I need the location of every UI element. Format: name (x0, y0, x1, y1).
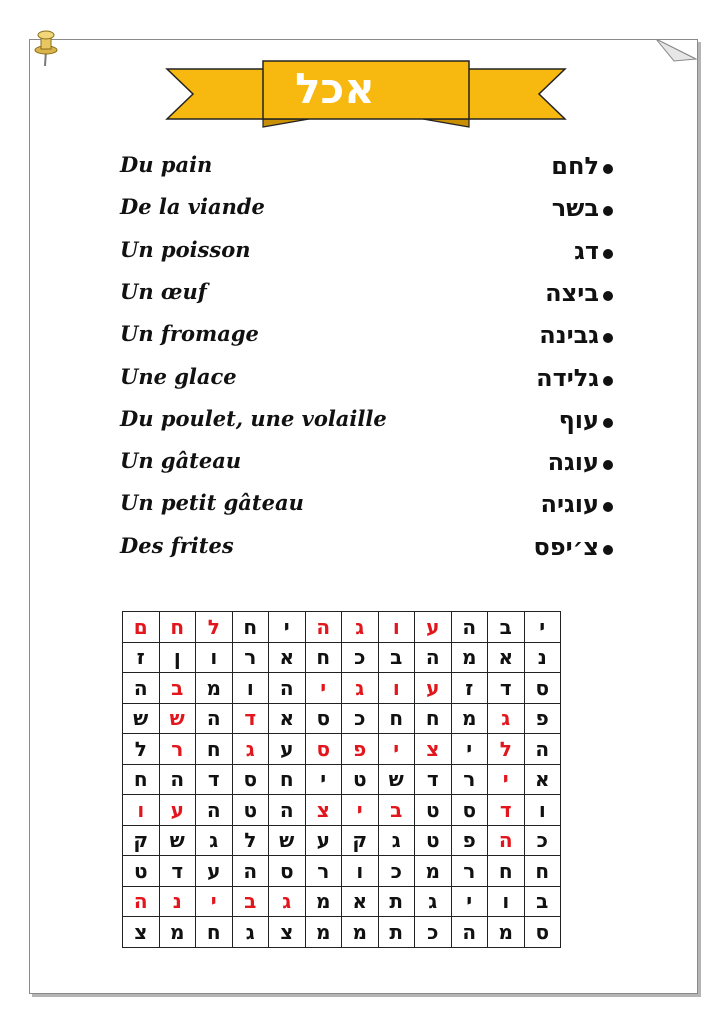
french-word: Un poisson (120, 236, 251, 262)
french-word: De la viande (120, 194, 265, 220)
grid-cell: י (451, 734, 488, 765)
grid-cell: מ (159, 917, 196, 948)
hebrew-word: גבינה (539, 321, 599, 350)
vocab-row (0, 321, 724, 361)
bullet-icon (603, 291, 613, 301)
grid-cell: ג (232, 917, 269, 948)
grid-cell: ס (269, 856, 306, 887)
grid-cell: ם (123, 612, 160, 643)
bullet-icon (603, 502, 613, 512)
grid-cell: ר (232, 642, 269, 673)
grid-cell: ח (159, 612, 196, 643)
grid-cell: ש (269, 825, 306, 856)
grid-cell: ע (415, 673, 452, 704)
grid-cell: ח (269, 764, 306, 795)
grid-cell: כ (342, 703, 379, 734)
grid-cell: ז (123, 642, 160, 673)
grid-cell: ע (305, 825, 342, 856)
grid-cell: צ (415, 734, 452, 765)
grid-cell: מ (305, 886, 342, 917)
grid-row (123, 703, 561, 734)
grid-row (123, 642, 561, 673)
grid-cell: ס (305, 703, 342, 734)
grid-cell: מ (451, 642, 488, 673)
grid-cell: ח (196, 734, 233, 765)
grid-cell: ו (378, 612, 415, 643)
grid-row (123, 764, 561, 795)
grid-cell: ג (232, 734, 269, 765)
grid-cell: ב (488, 612, 525, 643)
page-curl-corner (656, 39, 698, 81)
vocab-row (0, 194, 724, 234)
grid-cell: ו (342, 856, 379, 887)
grid-cell: ט (232, 795, 269, 826)
grid-cell: י (269, 612, 306, 643)
vocab-row (0, 533, 724, 573)
grid-cell: ת (378, 917, 415, 948)
french-word: Du poulet, une volaille (120, 405, 387, 431)
grid-cell: כ (378, 856, 415, 887)
vocab-row (0, 279, 724, 319)
grid-cell: ה (451, 612, 488, 643)
grid-cell: ח (488, 856, 525, 887)
grid-cell: י (524, 612, 561, 643)
grid-cell: מ (196, 673, 233, 704)
grid-cell: ק (342, 825, 379, 856)
grid-cell: כ (415, 917, 452, 948)
grid-cell: מ (305, 917, 342, 948)
grid-cell: י (305, 673, 342, 704)
vocab-row (0, 490, 724, 530)
grid-cell: ה (269, 795, 306, 826)
grid-cell: ו (378, 673, 415, 704)
grid-cell: ר (159, 734, 196, 765)
grid-cell: צ (269, 917, 306, 948)
grid-cell: ב (232, 886, 269, 917)
grid-cell: ד (488, 673, 525, 704)
grid-cell: ט (415, 795, 452, 826)
vocab-row (0, 152, 724, 192)
grid-cell: ה (123, 886, 160, 917)
grid-cell: ה (196, 795, 233, 826)
grid-cell: נ (159, 886, 196, 917)
french-word: Un œuf (120, 278, 207, 304)
grid-cell: א (269, 642, 306, 673)
french-word: Du pain (120, 152, 213, 177)
grid-cell: ט (123, 856, 160, 887)
grid-cell: ר (451, 856, 488, 887)
grid-cell: ה (415, 642, 452, 673)
bullet-icon (603, 333, 613, 343)
grid-cell: ע (159, 795, 196, 826)
grid-cell: י (488, 764, 525, 795)
grid-cell: ה (196, 703, 233, 734)
french-word: Un petit gâteau (120, 490, 304, 516)
page-title: אכל (295, 64, 375, 113)
grid-cell: ב (524, 886, 561, 917)
grid-cell: י (196, 886, 233, 917)
grid-cell: ג (415, 886, 452, 917)
grid-cell: ג (269, 886, 306, 917)
grid-cell: י (342, 795, 379, 826)
grid-cell: ד (415, 764, 452, 795)
grid-cell: ש (159, 703, 196, 734)
grid-cell: ה (232, 856, 269, 887)
vocab-row (0, 364, 724, 404)
grid-cell: ג (342, 612, 379, 643)
grid-row (123, 795, 561, 826)
grid-cell: א (488, 642, 525, 673)
grid-cell: ה (451, 917, 488, 948)
grid-cell: א (524, 764, 561, 795)
bullet-icon (603, 460, 613, 470)
grid-cell: ג (196, 825, 233, 856)
grid-cell: מ (415, 856, 452, 887)
grid-cell: פ (524, 703, 561, 734)
grid-cell: מ (488, 917, 525, 948)
grid-cell: ר (451, 764, 488, 795)
bullet-icon (603, 545, 613, 555)
bullet-icon (603, 418, 613, 428)
word-search-grid (122, 611, 561, 948)
grid-cell: א (342, 886, 379, 917)
grid-cell: מ (342, 917, 379, 948)
grid-cell: ה (524, 734, 561, 765)
grid-row (123, 612, 561, 643)
grid-cell: ד (488, 795, 525, 826)
grid-cell: ה (305, 612, 342, 643)
grid-row (123, 917, 561, 948)
grid-cell: ר (305, 856, 342, 887)
grid-cell: נ (524, 642, 561, 673)
grid-cell: צ (305, 795, 342, 826)
grid-cell: ח (123, 764, 160, 795)
grid-cell: ב (378, 795, 415, 826)
grid-cell: ו (524, 795, 561, 826)
grid-cell: ל (196, 612, 233, 643)
hebrew-word: עוגה (547, 448, 599, 477)
grid-cell: ל (123, 734, 160, 765)
hebrew-word: לחם (551, 152, 599, 180)
vocab-row (0, 448, 724, 488)
grid-cell: א (269, 703, 306, 734)
grid-cell: ח (415, 703, 452, 734)
grid-row (123, 886, 561, 917)
grid-cell: ג (378, 825, 415, 856)
grid-cell: ב (159, 673, 196, 704)
grid-cell: ד (159, 856, 196, 887)
hebrew-word: עוגיה (540, 490, 599, 519)
grid-cell: ע (269, 734, 306, 765)
grid-cell: ח (305, 642, 342, 673)
vocab-row (0, 237, 724, 277)
hebrew-word: עוף (558, 405, 599, 434)
grid-cell: ש (159, 825, 196, 856)
grid-cell: פ (342, 734, 379, 765)
hebrew-word: צ׳יפס (533, 532, 599, 561)
bullet-icon (603, 376, 613, 386)
grid-cell: ו (232, 673, 269, 704)
french-word: Une glace (120, 363, 237, 389)
grid-cell: ס (524, 917, 561, 948)
french-word: Des frites (120, 532, 234, 558)
grid-cell: ח (524, 856, 561, 887)
grid-cell: ז (451, 673, 488, 704)
grid-cell: ל (232, 825, 269, 856)
grid-cell: י (451, 886, 488, 917)
grid-cell: ת (378, 886, 415, 917)
grid-cell: ד (196, 764, 233, 795)
grid-cell: ו (488, 886, 525, 917)
hebrew-word: דג (574, 236, 599, 265)
grid-row (123, 825, 561, 856)
grid-cell: ג (488, 703, 525, 734)
grid-cell: ח (232, 612, 269, 643)
grid-row (123, 673, 561, 704)
grid-cell: ה (159, 764, 196, 795)
grid-cell: ל (488, 734, 525, 765)
hebrew-word: ביצה (545, 278, 599, 307)
grid-cell: ס (451, 795, 488, 826)
grid-cell: ע (196, 856, 233, 887)
hebrew-word: גלידה (536, 363, 599, 392)
grid-cell: ן (159, 642, 196, 673)
grid-cell: ג (342, 673, 379, 704)
grid-cell: י (378, 734, 415, 765)
grid-cell: ש (378, 764, 415, 795)
grid-cell: ש (123, 703, 160, 734)
grid-cell: ה (488, 825, 525, 856)
grid-cell: ח (378, 703, 415, 734)
grid-cell: ד (232, 703, 269, 734)
french-word: Un fromage (120, 321, 259, 347)
grid-cell: פ (451, 825, 488, 856)
grid-cell: ס (305, 734, 342, 765)
grid-cell: ה (269, 673, 306, 704)
grid-cell: צ (123, 917, 160, 948)
grid-cell: ק (123, 825, 160, 856)
bullet-icon (603, 249, 613, 259)
grid-cell: כ (342, 642, 379, 673)
grid-cell: ס (232, 764, 269, 795)
grid-cell: ה (123, 673, 160, 704)
french-word: Un gâteau (120, 448, 242, 474)
grid-row (123, 856, 561, 887)
grid-cell: ט (415, 825, 452, 856)
grid-cell: מ (451, 703, 488, 734)
bullet-icon (603, 206, 613, 216)
vocab-row (0, 406, 724, 446)
grid-cell: כ (524, 825, 561, 856)
grid-cell: ס (524, 673, 561, 704)
grid-cell: ח (196, 917, 233, 948)
grid-row (123, 734, 561, 765)
hebrew-word: בשר (551, 194, 599, 223)
pushpin-icon (32, 28, 60, 68)
bullet-icon (603, 164, 613, 174)
grid-cell: ו (123, 795, 160, 826)
grid-cell: ע (415, 612, 452, 643)
grid-cell: י (305, 764, 342, 795)
grid-cell: ו (196, 642, 233, 673)
grid-cell: ט (342, 764, 379, 795)
grid-cell: ב (378, 642, 415, 673)
